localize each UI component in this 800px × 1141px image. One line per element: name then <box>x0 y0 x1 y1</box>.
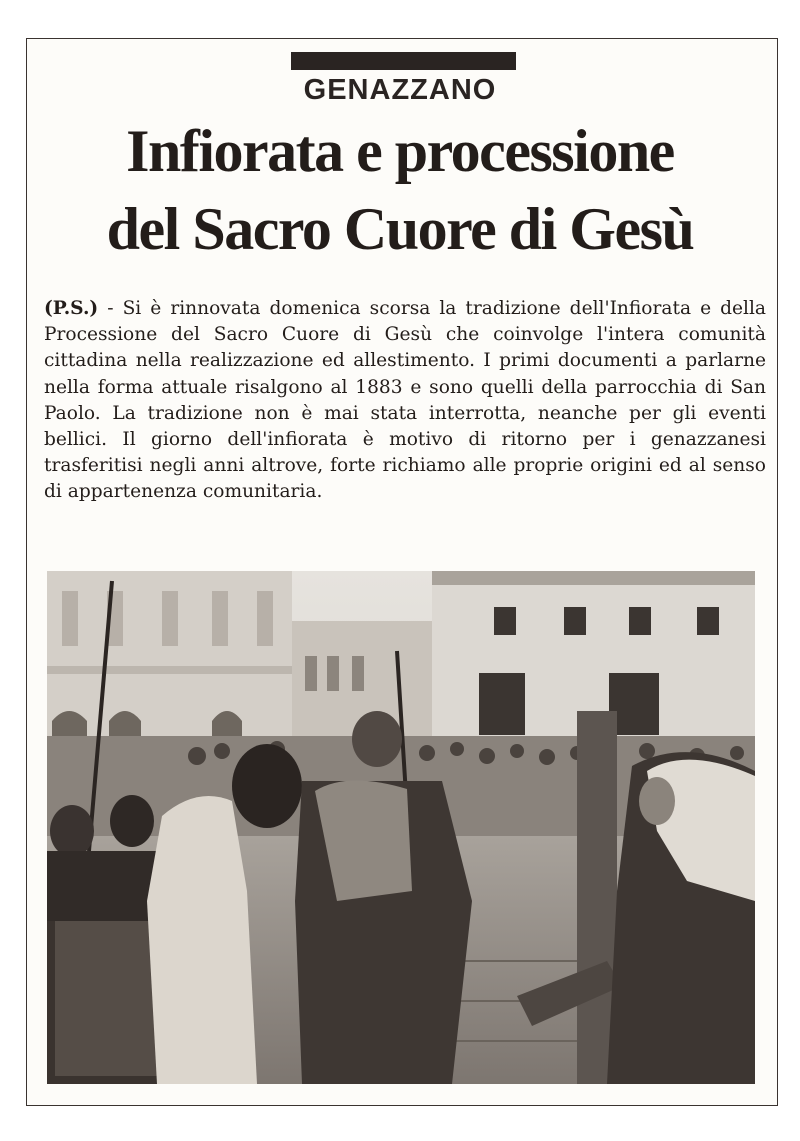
article-photo <box>47 571 755 1084</box>
article-byline: (P.S.) <box>44 298 99 319</box>
article-body-text: - Si è rinnovata domenica scorsa la tradizione dell'Infiorata e della Processione del Sacro Cuore di Gesù che coinvolge l'intera comunità cittadina nella realizzazione ed allestimento. I primi documenti a parlarne nella forma attuale risalgono al 1883 e sono quelli della parrocchia di San Paolo. La tradizione non è mai stata interrotta, neanche per gli eventi bellici. Il giorno dell'infiorata è motivo di ritorno per i genazzanesi trasferitisi negli anni altrove, forte richiamo alle proprie origini ed al senso di appartenenza comunitaria. <box>44 298 766 503</box>
article-body <box>44 296 766 506</box>
headline-line-2: del Sacro Cuore di Gesù <box>106 196 694 262</box>
headline-line-1: Infiorata e processione <box>126 118 674 184</box>
article-headline <box>30 112 770 268</box>
kicker-bar <box>291 52 516 70</box>
photo-illustration <box>47 571 755 1084</box>
article-kicker: GENAZZANO <box>303 74 497 106</box>
